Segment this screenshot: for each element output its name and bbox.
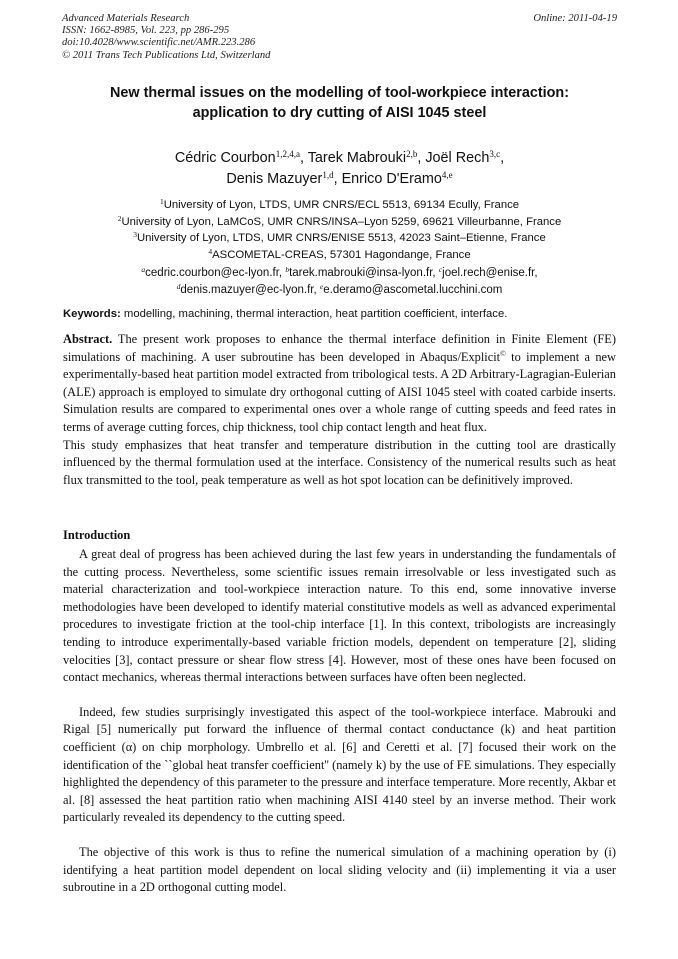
doi-line: doi:10.4028/www.scientific.net/AMR.223.286	[62, 37, 256, 49]
affiliation-text: University of Lyon, LaMCoS, UMR CNRS/INSA–Lyon 5259, 69621 Villeurbanne, France	[121, 215, 562, 228]
affiliation-text: University of Lyon, LTDS, UMR CNRS/ENISE 5513, 42023 Saint–Etienne, France	[136, 232, 546, 244]
copyright-line: © 2011 Trans Tech Publications Ltd, Switzerland	[62, 49, 271, 61]
abstract	[63, 331, 616, 489]
keywords-label: Keywords:	[63, 308, 121, 320]
journal-name: Advanced Materials Research	[62, 13, 190, 24]
affiliation-marker: 1	[159, 197, 164, 206]
author-affiliation-marker: 2,b	[406, 149, 418, 159]
email-link[interactable]: tarek.mabrouki@insa-lyon.fr	[289, 267, 433, 279]
title-line-2: application to dry cutting of AISI 1045 steel	[192, 105, 487, 121]
introduction-body	[63, 546, 616, 897]
author-affiliation-marker: 4,e	[441, 169, 453, 180]
email-link[interactable]: e.deramo@ascometal.lucchini.com	[323, 283, 503, 296]
keywords	[63, 307, 618, 322]
email-list	[62, 265, 617, 298]
abstract-paragraph-2: This study emphasizes that heat transfer and temperature distribution in the cutting tool are drastically influenced by the thermal formulation used at the interface. Consistency of the numerical results such as heat flux transmitted to the tool, peak temperature as well as hot spot location can be definitively improved.	[63, 437, 616, 487]
author-affiliation-marker: 3,c	[489, 149, 501, 159]
author-name: Enrico D'Eramo	[341, 170, 442, 187]
author-affiliation-marker: 1,d	[322, 169, 334, 180]
affiliation-marker: 4	[208, 246, 213, 256]
affiliation-marker: 2	[117, 213, 122, 223]
keywords-text: modelling, machining, thermal interaction, heat partition coefficient, interface.	[123, 308, 508, 320]
introduction-heading: Introduction	[63, 528, 131, 542]
author-line-2: Denis Mazuyer$^{1,d}$, Enrico D'Eramo$^{4,e}$	[226, 169, 453, 187]
affiliation	[62, 197, 617, 214]
email-marker: d	[176, 281, 181, 291]
author-list	[62, 148, 617, 189]
abstract-label: Abstract.	[63, 332, 113, 346]
author-name: Tarek Mabrouki	[307, 150, 407, 166]
email-link[interactable]: joel.rech@enise.fr	[442, 267, 535, 279]
author-line-1: Cédric Courbon$^{1,2,4,a}$, Tarek Mabrouki$^{2,b}$, Joël Rech$^{3,c}$,	[174, 149, 505, 166]
author-name: Joël Rech	[425, 150, 490, 166]
affiliation-text: ASCOMETAL-CREAS, 57301 Hagondange, France	[212, 248, 471, 261]
abstract-paragraph-1	[63, 331, 616, 437]
journal-header	[62, 13, 617, 62]
affiliation-marker: 3	[133, 230, 137, 239]
author-name: Cédric Courbon	[174, 150, 276, 166]
email-line-1: $^a$cedric.courbon@ec-lyon.fr, $^b$tarek.mabrouki@insa-lyon.fr, $^c$joel.rech@enise.fr,	[141, 265, 538, 279]
affiliation-list	[62, 197, 617, 263]
email-marker: e	[319, 281, 324, 291]
affiliation-text: University of Lyon, LTDS, UMR CNRS/ECL 5513, 69134 Ecully, France	[163, 199, 520, 211]
paragraph-spacer	[63, 827, 616, 844]
email-marker: c	[438, 265, 443, 274]
affiliation	[62, 214, 617, 231]
author-affiliation-marker: 1,2,4,a	[275, 149, 300, 159]
paper-title	[62, 83, 617, 123]
issn-line: ISSN: 1662-8985, Vol. 223, pp 286-295	[62, 25, 230, 37]
introduction-paragraph-2: Indeed, few studies surprisingly investigated this aspect of the tool-workpiece interface. Mabrouki and Rigal [5] numerically put forward the influence of thermal contact conductance (k) and heat partition coefficient (α) on chip morphology. Umbrello et al. [6] and Ceretti et al. [7] focused their work on the identification of the ``global heat transfer coefficient'' (namely k) by the use of FE simulations. They especially highlighted the dependency of this parameter to the pressure and interface temperature. More recently, Akbar et al. [8] assessed the heat partition ratio when machining AISI 4140 steel by an inverse method. Their work particularly revealed its dependency to the cutting speed.	[63, 704, 616, 825]
email-marker: a	[141, 265, 146, 274]
paragraph-spacer	[63, 687, 616, 704]
title-line-1: New thermal issues on the modelling of tool-workpiece interaction:	[110, 85, 569, 101]
email-link[interactable]: cedric.courbon@ec-lyon.fr	[145, 267, 279, 279]
affiliation	[62, 247, 617, 264]
abstract-text-b: to implement a new experimentally-based heat partition model extracted from tribological tests. A 2D Arbitrary-Lagragian-Eulerian (ALE) approach is employed to simulate dry orthogonal cutting of AISI 1045 steel with coated carbide inserts. Simulation results are compared to experimental ones over a whole range of cutting speeds and feed rates in terms of average cutting forces, chip thickness, tool chip contact length and heat flux.	[63, 349, 616, 434]
introduction-paragraph-1: A great deal of progress has been achieved during the last few years in understanding the fundamentals of the cutting process. Nevertheless, some scientific issues remain irresolvable or less investigated such as material characterization and tool-workpiece interaction nature. To this end, some innovative inverse methodologies have been developed to identify material constitutive models as well as advanced experimental procedures to investigate friction at the tool-chip interface [1]. In this context, tribologists are increasingly tending to introduce experimentally-based variable friction models, dependent on temperature [2], sliding velocities [3], contact pressure or shear flow stress [4]. However, most of these ones have been focused on contact mechanics, whereas thermal interactions between surfaces have often been neglected.	[63, 547, 616, 685]
copyright-mark: ©	[500, 348, 506, 358]
affiliation	[62, 230, 617, 247]
email-marker: b	[285, 265, 290, 274]
online-date: Online: 2011-04-19	[533, 13, 617, 24]
email-line-2: $^d$denis.mazuyer@ec-lyon.fr, $^e$e.deramo@ascometal.lucchini.com	[176, 281, 503, 296]
abstract-text-a: The present work proposes to enhance the thermal interface definition in Finite Element (FE) simulations of machining. A user subroutine has been developed in Abaqus/Explicit	[63, 332, 617, 364]
email-link[interactable]: denis.mazuyer@ec-lyon.fr	[180, 283, 314, 296]
author-name: Denis Mazuyer	[226, 170, 323, 187]
introduction-paragraph-3: The objective of this work is thus to refine the numerical simulation of a machining operation by (i) identifying a heat partition model dependent on local sliding velocity and (ii) implementing it via a user subroutine in a 2D orthogonal cutting model.	[63, 844, 616, 895]
